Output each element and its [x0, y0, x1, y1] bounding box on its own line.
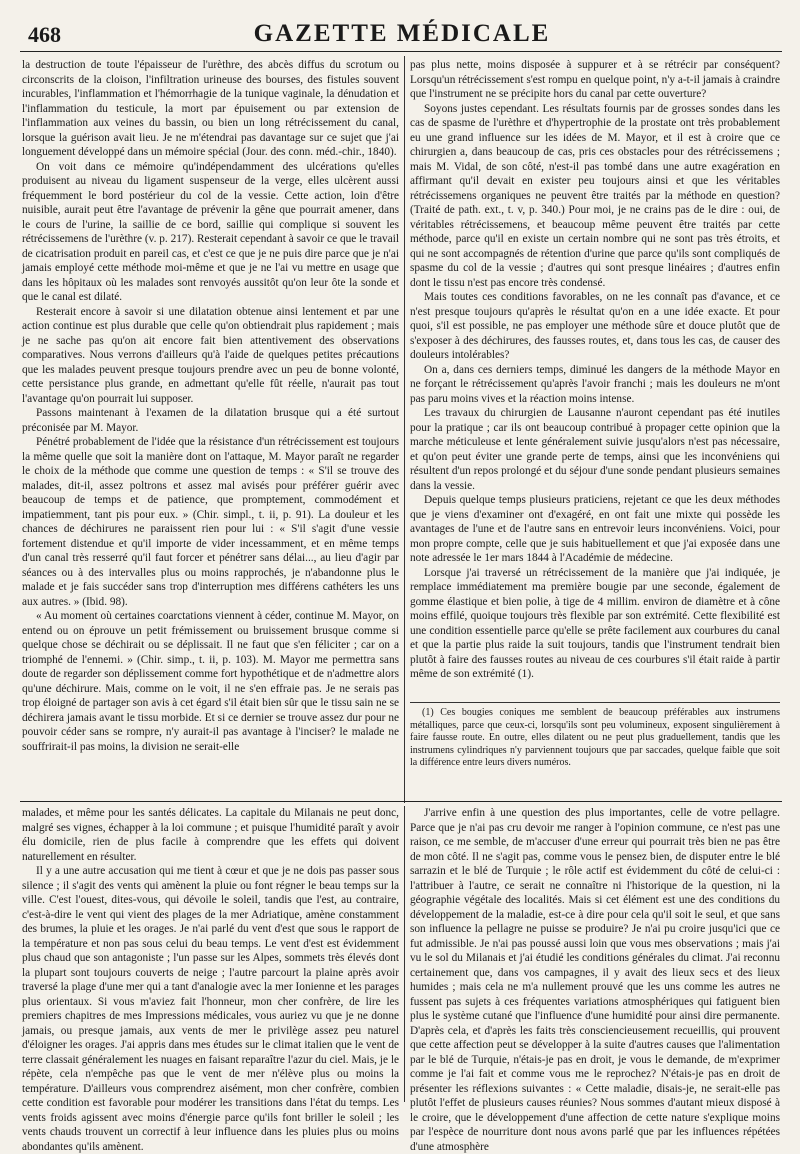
- footnote-text: (1) Ces bougies coniques me semblent de beaucoup préférables aux instrumens métalliques, parce que ceux-ci, lorsqu'ils sont peu volumineux, exposent singulièrement à faire fausse route. En outre, elles dilatent ou ne peut plus graduellement, tandis que les instrumens cylindriques n'y parviennent toujours que par saccades, quelque faible que soit la différence entre leurs divers numéros.: [410, 707, 780, 768]
- paragraph: On a, dans ces derniers temps, diminué les dangers de la méthode Mayor en ne forçant le rétrécissement qu'après l'avoir franchi ; mais les douleurs ne m'ont pas paru moins vives et la réaction moins intense.: [410, 363, 780, 405]
- paragraph: Mais toutes ces conditions favorables, on ne les connaît pas d'avance, et ce n'est presque toujours qu'après le résultat qu'on en a une idée exacte. Et pour quoi, s'il est possible, ne pas employer une méthode sûre et douce plutôt que de s'exposer à des déchirures, des fausses routes, et, dans tous les cas, de causer des douleurs intolérables?: [410, 291, 780, 361]
- article-column-bottom-right: [410, 806, 780, 1153]
- paragraph: J'arrive enfin à une question des plus importantes, celle de votre pellagre. Parce que je n'ai pas cru devoir me ranger à l'opinion commune, ce n'est pas une raison, ce me semble, de m'accuser d'une erreur qui pourrait très bien ne pas être de mon côté. Il ne s'agit pas, comme vous le pensez bien, de disputer entre le blé sarrazin et le blé de Turquie ; le rôle actif est évidemment du côté de celui-ci : l'attribuer à l'autre, ce serait ne connaître ni l'historique de la question, ni la géographie végétale des localités. Mais si cet élément est une des conditions du développement de la maladie, est-ce à dire pour cela qu'il soit le seul, et que sans son influence la pellagre ne puisse se produire? Je n'ai pu croire jusqu'ici que ce fut admissible. Je n'ai pas poussé aussi loin que vous mes observations ; mais j'ai vu le sol du Milanais et j'ai étudié les conditions générales du climat. J'ai reconnu certainement que, dans vos campagnes, il y avait des lieux secs et des lieux humides ; mais cela ne m'a nullement prouvé que les uns comme les autres ne fussent pas sujets à ces fréquentes variations atmosphériques qui fatiguent bien plus le système cutané que l'influence d'une humidité pour ainsi dire permanente. D'après cela, et d'après les faits très consciencieusement recueillis, qui prouvent que cette affection peut se développer à la suite d'autres causes que l'alimentation par le blé de Turquie, n'étais-je pas en droit, je vous le demande, de m'exprimer comme je l'ai fait et comme vous me le reprochez? N'étais-je pas en droit de présenter les réflexions suivantes : « Cette maladie, disais-je, ne serait-elle pas plutôt l'effet de plusieurs causes réunies? Nous sommes d'autant mieux disposé à le croire, que le développement d'une affection de cette nature s'explique moins par l'espèce de nourriture dont nous avons parlé que par les influences répétées d'une atmosphère: [410, 807, 780, 1153]
- paragraph: Lorsque j'ai traversé un rétrécissement de la manière que j'ai indiquée, je remplace immédiatement ma première bougie par une seconde, également de gomme élastique et bien polie, à tige de 4 millim. environ de diamètre et à cône moins effilé, quoique toujours très flexible par son extrémité. Cette flexibilité est une condition essentielle parce qu'elle se prête facilement aux courbures du canal et que la partie plus raide la suit toujours, tandis que l'instrument tendrait bien plutôt à faire des fausses routes au niveau de ces courbures s'il était raide à partir même de son extrémité (1).: [410, 566, 780, 680]
- paragraph: pas plus nette, moins disposée à suppurer et à se rétrécir par conséquent? Lorsqu'un rétrécissement s'est rompu en quelque point, n'y a-t-il jamais à craindre que l'instrument ne se précipite hors du canal par cette ouverture?: [410, 59, 780, 100]
- header-rule: [20, 51, 782, 52]
- paragraph: On voit dans ce mémoire qu'indépendamment des ulcérations qu'elles produisent au niveau du ligament suspenseur de la verge, elles ulcèrent aussi fréquemment le bord postérieur du col de la vessie. Cette action, loin d'être nuisible, aurait peut être l'avantage de prévenir la gêne que pourrait amener, dans le cours de l'urine, la saillie de ce bord, saillie qui complique si souvent les rétrécissemens de l'urèthre (v. p. 217). Resterait cependant à savoir ce que le travail de cicatrisation produit en pareil cas, et c'est ce que je ne puis dire parce que je n'ai jamais employé cette méthode moi-même et que je ne l'ai vu mettre en usage que dans les hôpitaux où les malades sont renvoyés aussitôt qu'on leur ôte la sonde et que le canal est dilaté.: [22, 160, 399, 303]
- paragraph: malades, et même pour les santés délicates. La capitale du Milanais ne peut donc, malgré ses vignes, échapper à la loi commune ; et puisque l'humidité paraît y avoir élu domicile, rien de plus facile à comprendre que les effets qui doivent naturellement en résulter.: [22, 807, 399, 863]
- paragraph: la destruction de toute l'épaisseur de l'urèthre, des abcès diffus du scrotum ou circonscrits de la cloison, l'infiltration urineuse des bourses, des fistules souvent incurables, l'inflammation et l'hémorrhagie de la tunique vaginale, la dénudation et l'inflammation du testicule, la mort par épuisement ou par extension de l'inflammation aux veines du bassin, ou bien un long rétrécissement du canal, lorsque la guérison avait lieu. Je ne m'étendrai pas davantage sur ce sujet que j'ai longuement développé dans un mémoire spécial (Jour. des conn. méd.-chir., 1840).: [22, 59, 399, 158]
- footnote: [410, 707, 780, 797]
- article-column-top-right: [410, 58, 780, 698]
- page-header: [22, 20, 782, 48]
- paragraph: « Au moment où certaines coarctations viennent à céder, continue M. Mayor, on entend ou on éprouve un petit frémissement ou bruissement brusque comme si quelque chose se déchirait ou se déplissait. Il ne faut que s'en féliciter ; car on a triomphé de l'ennemi. » (Chir. simp., t. ii, p. 103). M. Mayor me permettra sans doute de regarder son déplissement comme fort hypothétique et de n'admettre alors qu'une déchirure. Mais, comme on le voit, il ne s'en effraie pas. Je ne serais pas trop éloigné de partager son avis à cet égard s'il était bien sûr que le tissu sain ne se déchirera jamais avant le tissu morbide. Et si ce dernier se trouve assez dur pour ne pouvoir céder sans se rompre, n'y aurait-il pas avantage à l'inciser? le malade ne souffrirait-il pas moins, la division ne serait-elle: [22, 610, 399, 753]
- article-column-top-left: [22, 58, 399, 803]
- paragraph: Les travaux du chirurgien de Lausanne n'auront cependant pas été inutiles pour la pratique ; car ils ont beaucoup contribué à propager cette opinion que la marche méticuleuse et lente généralement suivie jusqu'alors n'est pas nécessaire, et qu'on peut éviter une grande perte de temps, ainsi que les inconvéniens qui résultent d'un repos prolongé et du séjour d'une sonde pendant plusieurs semaines dans la vessie.: [410, 407, 780, 492]
- column-divider-top: [404, 56, 405, 803]
- paragraph: Soyons justes cependant. Les résultats fournis par de grosses sondes dans les cas de spasme de l'urèthre et d'hypertrophie de la prostate ont très probablement eu une grand influence sur les idées de M. Mayor, et il est à croire que ce chirurgien a, dans beaucoup de cas, pris ces obstacles pour des rétrécissemens ; mais M. Vidal, de son côté, n'est-il pas tombé dans une autre exagération en affirmant qu'il devait en exister peu toujours ainsi et que les véritables rétrécissemens organiques ne peuvent être traités par la méthode en question? (Traité de path. ext., t. v, p. 340.) Pour moi, je ne crains pas de le dire : oui, de véritables rétrécissemens, et beaucoup même peuvent être traités par cette méthode, parce qu'il en existe un certain nombre qui ne sont pas très étroits, et qui ne sont accompagnés de rétention d'urine que parce qu'ils sont compliqués de spasme du col de la vessie ; d'autres qui sont presque linéaires ; d'autres enfin dont le tissu n'est pas encore très condensé.: [410, 102, 780, 289]
- article-column-bottom-left: [22, 806, 399, 1153]
- page-number: 468: [28, 22, 61, 47]
- footnote-rule: [410, 702, 780, 703]
- paragraph: Passons maintenant à l'examen de la dilatation brusque qui a été surtout préconisée par M. Mayor.: [22, 407, 399, 434]
- paragraph: Depuis quelque temps plusieurs praticiens, rejetant ce que les deux méthodes que je viens d'examiner ont d'exagéré, en ont fait une mixte qui possède les avantages de l'une et de l'autre sans en entrevoir leurs inconvéniens. Voici, pour mon propre compte, celle que je suis habituellement et que j'ai exposée dans une note adressée le 1er mars 1844 à l'Académie de médecine.: [410, 494, 780, 564]
- paragraph: Il y a une autre accusation qui me tient à cœur et que je ne dois pas passer sous silence ; il s'agit des vents qui amènent la pluie ou font régner le beau temps sur la ville. C'est l'ouest, dites-vous, qui dévoile le soleil, tandis que l'est, au contraire, c'est-à-dire le vent qui vient des plages de la mer Adriatique, amène constamment des brumes, la pluie et les orages. Je n'ai parlé du vent d'est que sous le rapport de la température et non pas sous celui du beau temps. Le vent d'est est évidemment plus chaud que son antagoniste ; l'un passe sur les Alpes, sommets très élevés dont la plupart sont toujours couverts de neige ; l'autre parcourt la plaine après avoir traversé la plage d'une mer qui a tant d'analogie avec la mer Ionienne et les parages plus orientaux. Si vous m'aviez fait l'honneur, mon cher confrère, de lire les premiers chapitres de mes Impressions médicales, vous auriez vu que je ne donne jamais, ou presque jamais, aux vents de mer le privilège assez peu naturel d'éloigner les orages. J'ai appris dans mes études sur le climat italien que le vent de terre classait généralement les nuages en faisant reparaître l'azur du ciel. Mais, je le répète, cela n'empêche pas que le vent de mer n'élève plus ou moins la température. D'ailleurs vous comprendrez aisément, mon cher confrère, combien cette condition est favorable pour modérer les transitions dans l'état du temps. Les vents froids agissent avec moins d'énergie parce qu'ils font briller le soleil ; les vents chauds trouvent un correctif à leur influence dans les pluies plus ou moins abondantes qu'ils amènent.: [22, 865, 399, 1153]
- column-divider-bottom: [404, 806, 405, 1102]
- paragraph: Pénétré probablement de l'idée que la résistance d'un rétrécissement est toujours la même quelle que soit la manière dont on l'attaque, M. Mayor paraît ne regarder le choix de la méthode que comme une question de temps : « S'il se trouve des malades, dit-il, assez poltrons et assez mal avisés pour préférer guérir avec beaucoup de temps et de patience, que promptement, commodément et impatiemment, tant pis pour eux. » (Chir. simpl., t. ii, p. 91). La douleur et les chances de déchirures ne paraissent rien pour lui : « S'il s'agit d'une vessie fortement distendue et qu'il importe de vider incessamment, et en même temps d'un canal très resserré qu'il faut forcer et pénétrer sans délai..., au lieu d'agir par séances ou à des intervalles plus ou moins rapprochés, je n'abandonne plus le malade et je fais succéder sans trop d'interruption mes différens cathéters les uns aux autres. » (Ibid. 98).: [22, 436, 399, 608]
- paragraph: Resterait encore à savoir si une dilatation obtenue ainsi lentement et par une action continue est plus durable que celle qu'on obtiendrait plus rapidement ; mais je ne sache pas qu'on ait encore fait bien attentivement des observations comparatives. Nous verrons d'ailleurs qu'à l'aide de quelques petites précautions que les malades peuvent presque toujours prendre avec un peu de bonne volonté, cette persistance plus grande, en admettant qu'elle fût réelle, n'aurait pas tout l'avantage qu'on pourrait lui supposer.: [22, 305, 399, 405]
- journal-title: GAZETTE MÉDICALE: [253, 20, 551, 47]
